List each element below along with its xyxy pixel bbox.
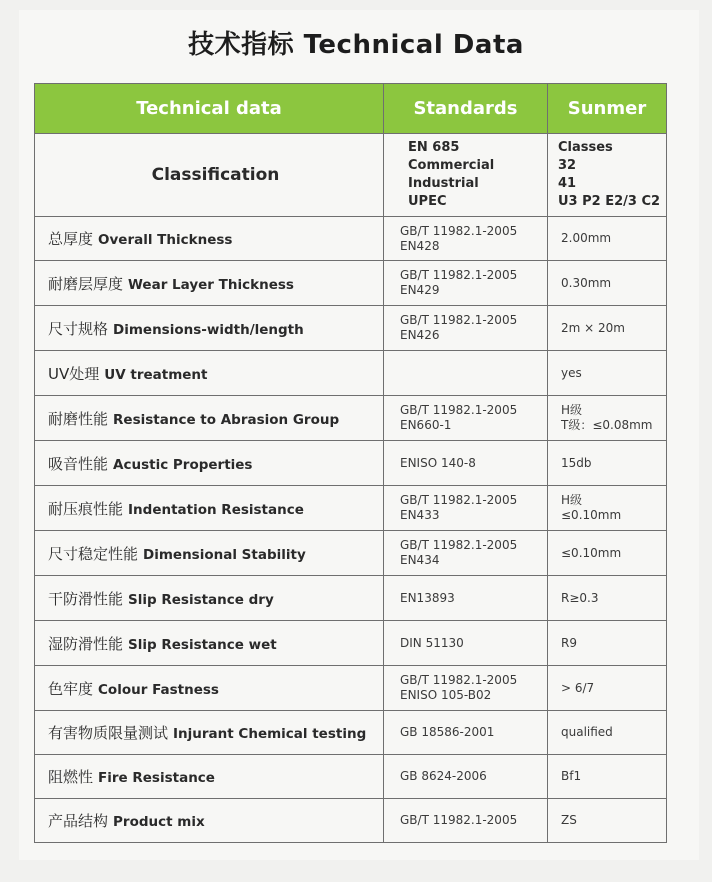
table-row (35, 486, 667, 531)
sunmer-value-cell (548, 441, 667, 486)
property-name-en: UV treatment (104, 366, 208, 383)
sunmer-value: ZS (561, 813, 577, 827)
sunmer-value: T级：≤0.08mm (561, 418, 653, 432)
property-name-en: Dimensional Stability (143, 546, 306, 563)
property-cell (35, 621, 384, 666)
sunmer-value-cell (548, 217, 667, 261)
sunmer-value: qualified (561, 725, 613, 739)
property-name-en: Fire Resistance (98, 770, 215, 786)
standard-text: EN429 (400, 283, 440, 297)
header-standards: Standards (384, 84, 548, 134)
sunmer-value-cell (548, 755, 667, 799)
sunmer-value: ≤0.10mm (561, 545, 622, 560)
table-row (35, 531, 667, 576)
table-row (35, 621, 667, 666)
sunmer-value: H级 (561, 403, 583, 417)
standard-cell (384, 799, 548, 843)
property-name-zh: 耐压痕性能 (48, 499, 124, 518)
property-name-en: Slip Resistance dry (128, 591, 274, 608)
classification-value: 32 (558, 158, 577, 173)
sunmer-value: R9 (561, 635, 577, 650)
standard-text: EN660-1 (400, 418, 452, 432)
standard-text: ENISO 140-8 (400, 455, 476, 470)
property-name-en: Colour Fastness (98, 681, 219, 698)
property-name-zh: 色牢度 (48, 679, 94, 698)
classification-value: Classes (558, 140, 613, 155)
standard-text: DIN 51130 (400, 635, 464, 650)
property-cell (35, 351, 384, 396)
standard-cell (384, 351, 548, 396)
standard-text: GB 8624-2006 (400, 769, 487, 783)
standard-text: GB/T 11982.1-2005 (400, 673, 518, 687)
classification-standard: Industrial (408, 176, 479, 191)
table-row (35, 351, 667, 396)
property-cell (35, 531, 384, 576)
table-row (35, 396, 667, 441)
property-name-zh: 有害物质限量测试 (48, 724, 169, 742)
property-name-en: Indentation Resistance (128, 501, 304, 518)
standard-cell (384, 261, 548, 306)
standard-text: EN433 (400, 508, 440, 522)
property-name-zh: 尺寸稳定性能 (48, 544, 139, 563)
property-cell (35, 576, 384, 621)
property-name-zh: 湿防滑性能 (48, 634, 124, 653)
sunmer-value: > 6/7 (561, 680, 595, 695)
standard-cell (384, 306, 548, 351)
sunmer-value: 0.30mm (561, 275, 612, 290)
property-name-en: Dimensions-width/length (113, 321, 304, 338)
property-name-zh: 耐磨层厚度 (48, 274, 124, 293)
standard-text: ENISO 105-B02 (400, 688, 492, 702)
sunmer-value: yes (561, 365, 582, 380)
sunmer-value-cell (548, 621, 667, 666)
standard-text: GB 18586-2001 (400, 725, 495, 739)
classification-standards (384, 134, 548, 217)
sunmer-value-cell (548, 711, 667, 755)
standard-cell (384, 396, 548, 441)
standard-text: GB/T 11982.1-2005 (400, 268, 518, 282)
classification-standard: Commercial (408, 158, 495, 173)
header-technical-data: Technical data (35, 84, 384, 134)
sunmer-value-cell (548, 396, 667, 441)
property-cell (35, 486, 384, 531)
standard-text: EN428 (400, 238, 440, 253)
property-cell (35, 799, 384, 843)
property-name-en: Wear Layer Thickness (128, 276, 294, 293)
property-cell (35, 666, 384, 711)
table-row (35, 441, 667, 486)
page-title: 技术指标 Technical Data (188, 30, 524, 60)
standard-cell (384, 621, 548, 666)
table-row (35, 755, 667, 799)
standard-cell (384, 666, 548, 711)
sunmer-value-cell (548, 306, 667, 351)
sunmer-value-cell (548, 576, 667, 621)
standard-text: GB/T 11982.1-2005 (400, 223, 518, 238)
sunmer-value-cell (548, 261, 667, 306)
sunmer-value-cell (548, 486, 667, 531)
property-name-zh: 总厚度 (48, 230, 94, 248)
sunmer-value: 2m × 20m (561, 320, 625, 335)
standard-text: EN13893 (400, 590, 455, 605)
standard-cell (384, 486, 548, 531)
property-name-zh: UV处理 (48, 364, 100, 383)
property-name-zh: 干防滑性能 (48, 589, 124, 608)
property-name-en: Overall Thickness (98, 232, 233, 248)
property-name-zh: 产品结构 (48, 812, 109, 830)
standard-text: GB/T 11982.1-2005 (400, 313, 518, 327)
classification-label: Classification (35, 134, 384, 217)
sunmer-value: ≤0.10mm (561, 508, 622, 522)
standard-cell (384, 576, 548, 621)
standard-cell (384, 755, 548, 799)
sunmer-value: Bf1 (561, 769, 582, 783)
property-name-en: Resistance to Abrasion Group (113, 411, 340, 428)
property-cell (35, 711, 384, 755)
table-row (35, 217, 667, 261)
standard-text: GB/T 11982.1-2005 (400, 403, 518, 417)
property-name-zh: 尺寸规格 (48, 319, 109, 338)
classification-standard: UPEC (408, 194, 447, 209)
property-name-en: Acustic Properties (113, 456, 253, 473)
sunmer-value: 15db (561, 455, 592, 470)
table-row (35, 576, 667, 621)
property-cell (35, 261, 384, 306)
table-row (35, 261, 667, 306)
property-name-en: Slip Resistance wet (128, 636, 277, 653)
sunmer-value: H级 (561, 493, 583, 507)
property-cell (35, 217, 384, 261)
standard-text: GB/T 11982.1-2005 (400, 493, 518, 507)
standard-cell (384, 217, 548, 261)
classification-value: U3 P2 E2/3 C2 (558, 194, 661, 209)
technical-data-table (34, 83, 667, 843)
standard-text: GB/T 11982.1-2005 (400, 813, 518, 827)
table-header-row (35, 84, 667, 134)
header-sunmer: Sunmer (548, 84, 667, 134)
sunmer-value-cell (548, 799, 667, 843)
sunmer-value-cell (548, 351, 667, 396)
sunmer-value-cell (548, 666, 667, 711)
standard-cell (384, 711, 548, 755)
classification-value: 41 (558, 176, 577, 191)
standard-cell (384, 441, 548, 486)
classification-standard: EN 685 (408, 140, 460, 155)
property-cell (35, 755, 384, 799)
table-row (35, 306, 667, 351)
property-name-en: Injurant Chemical testing (173, 726, 367, 742)
standard-cell (384, 531, 548, 576)
property-name-zh: 耐磨性能 (48, 409, 109, 428)
property-cell (35, 396, 384, 441)
table-row (35, 711, 667, 755)
sunmer-value: 2.00mm (561, 231, 612, 245)
property-name-zh: 吸音性能 (48, 454, 109, 473)
property-cell (35, 306, 384, 351)
sunmer-value: R≥0.3 (561, 590, 599, 605)
standard-text: EN426 (400, 328, 440, 342)
classification-row (35, 134, 667, 217)
property-name-en: Product mix (113, 814, 205, 830)
standard-text: GB/T 11982.1-2005 (400, 538, 518, 552)
property-name-zh: 阻燃性 (48, 768, 94, 786)
table-row (35, 799, 667, 843)
classification-sunmer (548, 134, 667, 217)
standard-text: EN434 (400, 553, 440, 567)
table-row (35, 666, 667, 711)
sunmer-value-cell (548, 531, 667, 576)
property-cell (35, 441, 384, 486)
